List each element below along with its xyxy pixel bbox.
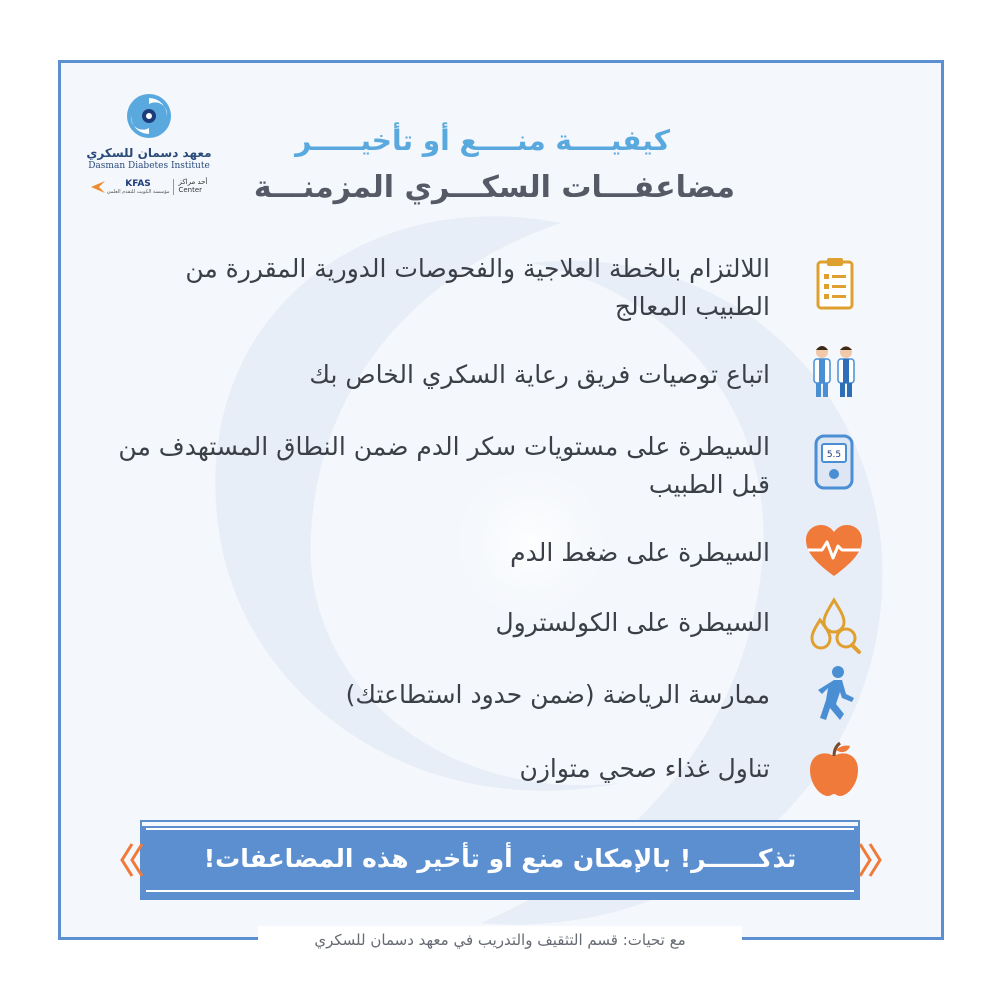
chevron-left-icon [118,840,148,880]
chevron-right-icon [854,840,884,880]
center-arabic: أحد مراكز [178,178,208,187]
kfas-logo [84,179,214,195]
apple-icon [802,738,866,802]
list-item-healthy-diet: تناول غذاء صحي متوازن [519,754,770,783]
list-item-treatment-plan: اللالتزام بالخطة العلاجية والفحوصات الدورية المقررة من الطبيب المعالج [185,254,770,321]
list-item-blood-pressure: السيطرة على ضغط الدم [510,538,770,567]
list-item-care-team: اتباع توصيات فريق رعاية السكري الخاص بك [309,360,770,389]
medical-team-icon [802,340,866,404]
kfas-label: KFAS [125,179,151,189]
walking-person-icon [802,662,866,726]
kfas-center-label [173,179,207,194]
glucose-meter-value: 5.5 [826,450,842,460]
kfas-mark [91,179,170,195]
logo-english-name: Dasman Diabetes Institute [88,161,210,171]
glucose-meter-icon [802,430,866,494]
center-english: Center [178,186,203,194]
list-item-blood-sugar: السيطرة على مستويات سكر الدم ضمن النطاق المستهدف من قبل الطبيب [118,432,770,499]
list-item-cholesterol: السيطرة على الكولسترول [495,608,770,637]
list-item-exercise: ممارسة الرياضة (ضمن حدود استطاعتك) [345,680,770,709]
reminder-banner-text: تذكــــــر! بالإمكان منع أو تأخير هذه المضاعفات! [203,844,797,873]
dasman-logo-icon [125,92,173,140]
kfas-icon [91,181,105,193]
dasman-logo [84,92,214,195]
footer-credit: مع تحيات: قسم التثقيف والتدريب في معهد دسمان للسكري [258,926,742,954]
title-line-2: مضاعفـــات السكـــري المزمنـــة [253,170,735,205]
cholesterol-drops-icon [802,594,866,658]
kfas-subtitle: مؤسسة الكويت للتقدم العلمي [106,189,170,195]
clipboard-icon [802,252,866,316]
heart-pulse-icon [802,520,866,584]
title-line-1: كيفيــــة منــــع أو تأخيـــــر [295,124,670,157]
logo-arabic-name: معهد دسمان للسكري [86,146,212,160]
